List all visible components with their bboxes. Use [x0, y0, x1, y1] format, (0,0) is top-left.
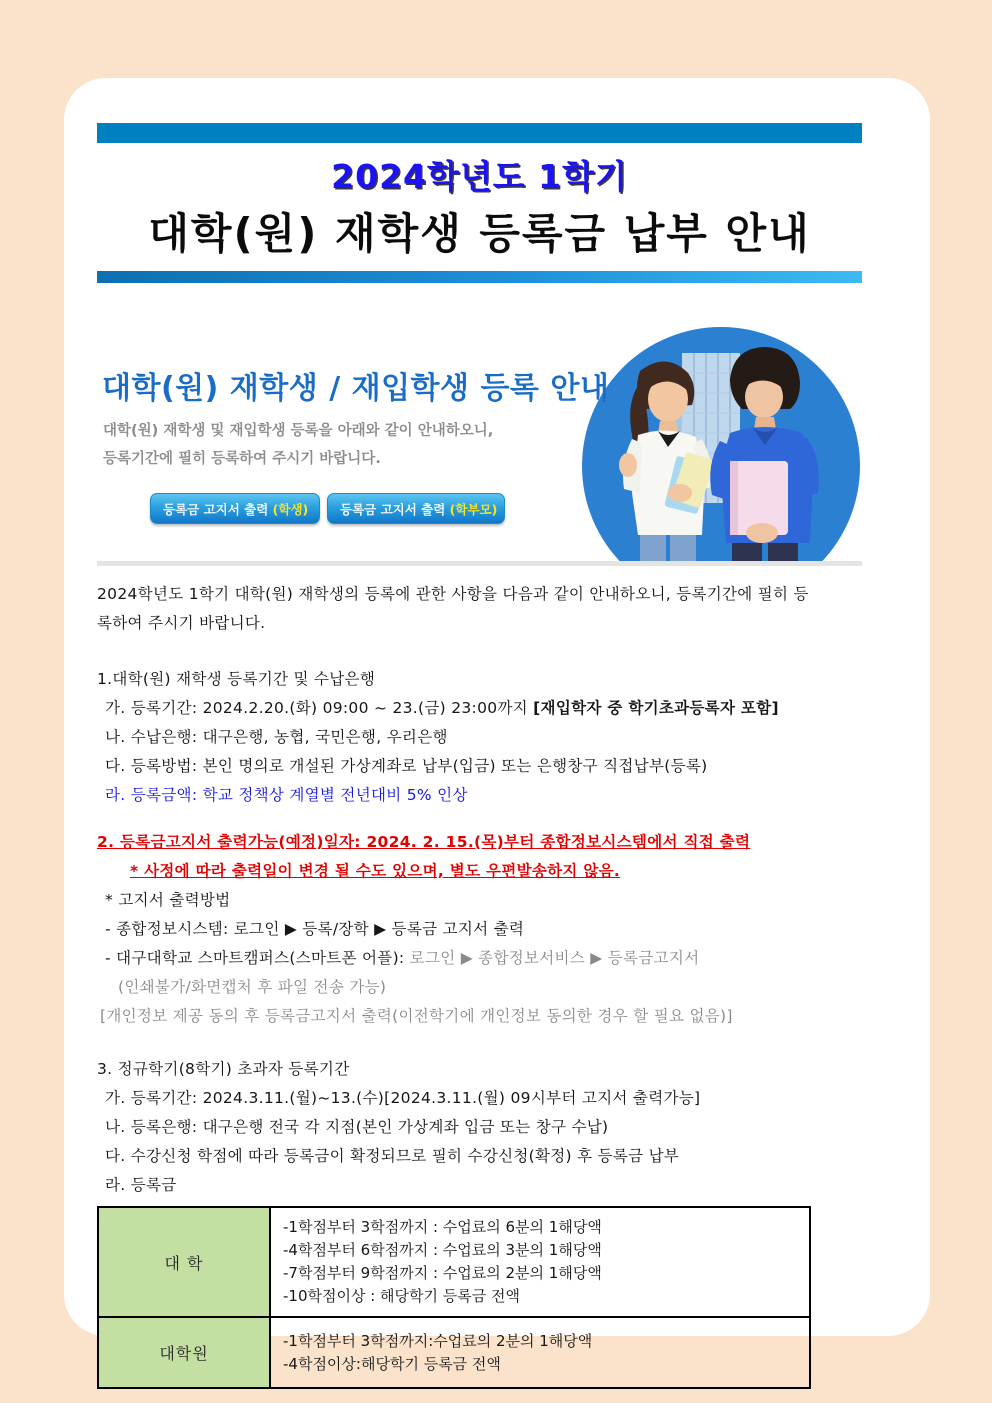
- section-1-title: 1.대학(원) 재학생 등록기간 및 수납은행: [97, 670, 376, 688]
- banner-title: 대학(원) 재학생 / 재입학생 등록 안내: [102, 371, 610, 406]
- banner-desc-line1: 대학(원) 재학생 및 재입학생 등록을 아래와 같이 안내하오니,: [103, 423, 494, 439]
- row-content-undergraduate: [270, 1207, 810, 1317]
- undergrad-line-4: -10학점이상 : 해당학기 등록금 전액: [283, 1287, 520, 1305]
- section-3-item-a: 가. 등록기간: 2024.3.11.(월)~13.(수)[2024.3.11.(월) 09시부터 고지서 출력가능]: [105, 1089, 701, 1107]
- section-3-item-c: 다. 수강신청 학점에 따라 등록금이 확정되므로 필히 수강신청(확정) 후 등록금 납부: [105, 1147, 680, 1165]
- undergrad-line-2: -4학점부터 6학점까지 : 수업료의 3분의 1해당액: [283, 1241, 602, 1259]
- print-bill-student-label: 등록금 고지서 출력: [163, 501, 273, 517]
- banner-desc-line2: 등록기간에 필히 등록하여 주시기 바랍니다.: [103, 451, 381, 467]
- grad-line-2: -4학점이상:해당학기 등록금 전액: [283, 1354, 501, 1373]
- section-3-item-b: 나. 등록은행: 대구은행 전국 각 지점(본인 가상계좌 입금 또는 창구 수납): [105, 1118, 609, 1136]
- banner-bottom-strip: [97, 561, 862, 566]
- section-2-privacy-note: [개인정보 제공 동의 후 등록금고지서 출력(이전학기에 개인정보 동의한 경우 할 필요 없음)]: [100, 1007, 733, 1025]
- header-bottom-bar: [97, 271, 862, 283]
- section-2-method-2: [97, 944, 865, 973]
- banner-description: [103, 417, 493, 473]
- section-2-method-title: * 고지서 출력방법: [105, 891, 231, 909]
- section-2-title: 2. 등록금고지서 출력가능(예정)일자: 2024. 2. 15.(목)부터 종합정보시스템에서 직접 출력: [97, 833, 751, 851]
- grad-line-1: -1학점부터 3학점까지:수업료의 2분의 1해당액: [283, 1331, 593, 1350]
- header-top-bar: [97, 123, 862, 143]
- intro-line1: 2024학년도 1학기 대학(원) 재학생의 등록에 관한 사항을 다음과 같이 안내하오니, 등록기간에 필히 등: [97, 585, 809, 603]
- term-title: 2024학년도 1학기: [331, 157, 628, 196]
- section-1-item-d: 라. 등록금액: 학교 정책상 계열별 전년대비 5% 인상: [105, 786, 468, 804]
- print-bill-parent-button[interactable]: [327, 493, 505, 524]
- section-2-method-1: - 종합정보시스템: 로그인 ▶ 등록/장학 ▶ 등록금 고지서 출력: [105, 920, 525, 938]
- print-bill-parent-em: (학부모): [449, 501, 498, 517]
- section-1-item-b: 나. 수납은행: 대구은행, 농협, 국민은행, 우리은행: [105, 728, 448, 746]
- row-label-graduate: 대학원: [98, 1317, 270, 1388]
- section-1-item-a: [97, 694, 865, 723]
- undergrad-line-1: -1학점부터 3학점까지 : 수업료의 6분의 1해당액: [283, 1218, 602, 1236]
- print-bill-parent-label: 등록금 고지서 출력: [340, 501, 450, 517]
- notice-card: [64, 78, 930, 1373]
- table-row-graduate: [98, 1317, 810, 1388]
- row-label-undergraduate: 대 학: [98, 1207, 270, 1317]
- section-3-item-d: 라. 등록금: [105, 1176, 177, 1194]
- print-bill-student-button[interactable]: [150, 493, 320, 524]
- section-3-title: 3. 정규학기(8학기) 초과자 등록기간: [97, 1060, 350, 1078]
- section-1-item-a-text: 가. 등록기간: 2024.2.20.(화) 09:00 ~ 23.(금) 23:00까지: [105, 699, 534, 717]
- section-1-item-a-bold: [재입학자 중 학기초과등록자 포함]: [533, 699, 779, 717]
- section-2-method-2-path: 로그인 ▶ 종합정보서비스 ▶ 등록금고지서: [409, 949, 700, 967]
- tuition-table: [97, 1206, 811, 1389]
- intro-line2: 록하여 주시기 바랍니다.: [97, 614, 266, 632]
- section-1-item-c: 다. 등록방법: 본인 명의로 개설된 가상계좌로 납부(입금) 또는 은행창구 직접납부(등록): [105, 757, 708, 775]
- notice-body: [97, 580, 865, 1389]
- registration-banner: [97, 323, 862, 561]
- section-2-method-2-note: (인쇄불가/화면캡처 후 파일 전송 가능): [118, 978, 387, 996]
- row-content-graduate: [270, 1317, 810, 1388]
- print-bill-student-em: (학생): [272, 501, 309, 517]
- page-title: 대학(원) 재학생 등록금 납부 안내: [148, 209, 811, 258]
- undergrad-line-3: -7학점부터 9학점까지 : 수업료의 2분의 1해당액: [283, 1264, 602, 1282]
- section-2-method-2-label: - 대구대학교 스마트캠퍼스(스마트폰 어플):: [105, 949, 410, 967]
- table-row-undergraduate: [98, 1207, 810, 1317]
- section-2-warning: * 사정에 따라 출력일이 변경 될 수도 있으며, 별도 우편발송하지 않음.: [130, 862, 621, 880]
